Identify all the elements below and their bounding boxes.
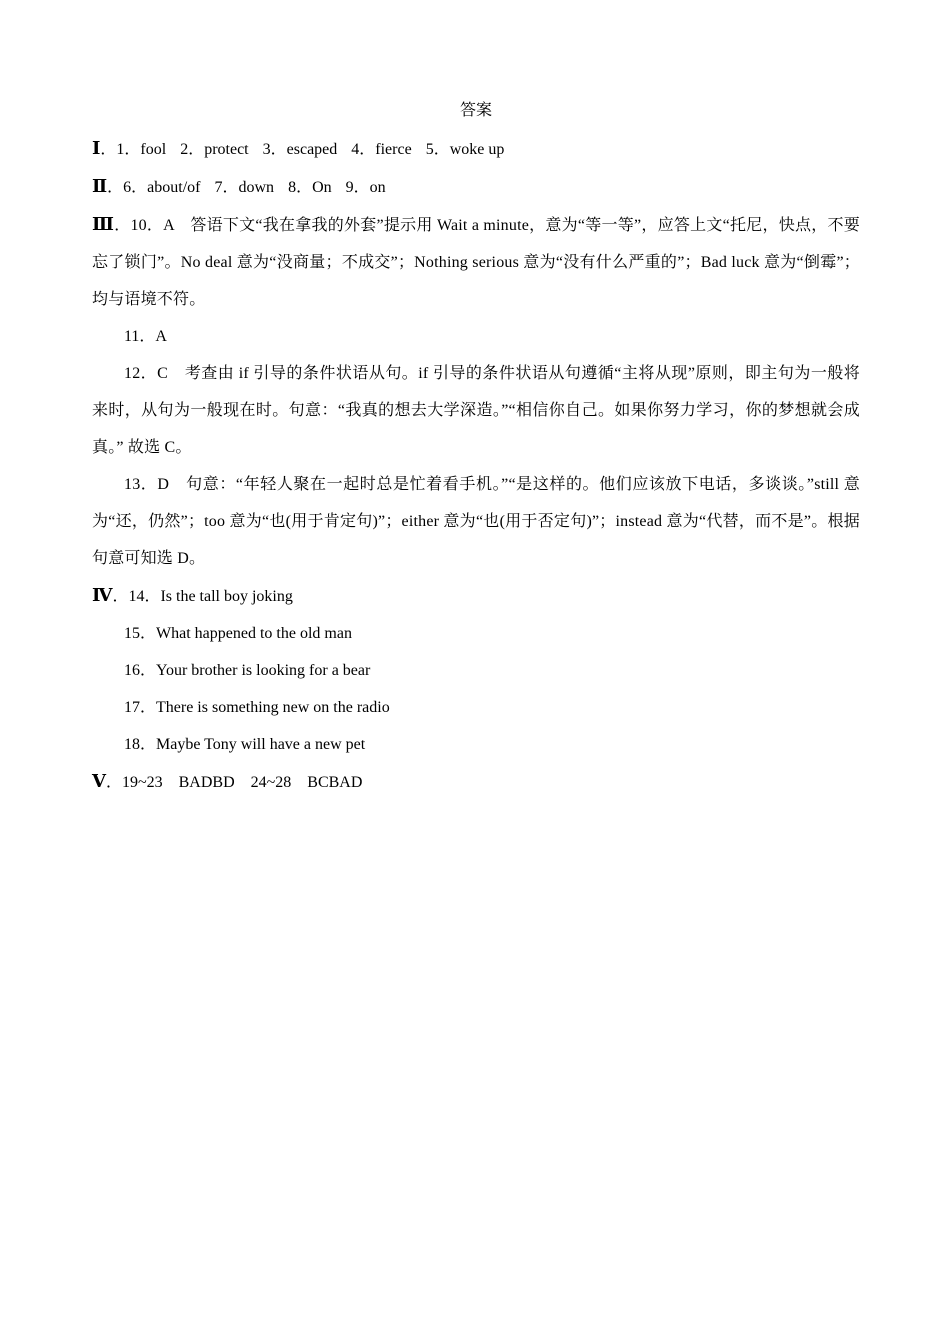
answer-1: ．1．fool [100, 141, 167, 158]
answer-page [92, 96, 860, 801]
answer-16: 16．Your brother is looking for a bear [124, 662, 371, 679]
section-1-numeral: Ⅰ [92, 138, 101, 158]
answer-4: 4．fierce [351, 141, 412, 158]
section-4-numeral: Ⅳ [92, 585, 113, 605]
answer-10-explanation: ．10．A 答语下文“我在拿我的外套”提示用 Wait a minute，意为“等一等”，应答上文“托尼，快点，不要忘了锁门”。No deal 意为“没商量；不成交”；Nothing serious 意为“没有什么严重的”；Bad luck 意为“倒霉”；均与语境不符。 [92, 217, 860, 308]
answer-18: 18．Maybe Tony will have a new pet [124, 736, 366, 753]
answer-6: ．6．about/of [107, 179, 201, 196]
answer-14: ．14．Is the tall boy joking [112, 588, 293, 605]
answer-7: 7．down [214, 179, 275, 196]
section-2 [92, 168, 860, 206]
answer-5: 5．woke up [425, 141, 505, 158]
section-2-numeral: Ⅱ [92, 176, 108, 196]
section-1 [92, 130, 860, 168]
page-title: 答案 [459, 102, 492, 119]
answer-13-explanation: 13．D 句意：“年轻人聚在一起时总是忙着看手机。”“是这样的。他们应该放下电话，多谈谈。”still 意为“还，仍然”；too 意为“也(用于肯定句)”；either 意为“也(用于否定句)”；instead 意为“代替，而不是”。根据句意可知选 D。 [92, 476, 860, 567]
section-5 [92, 763, 860, 801]
section-4 [92, 577, 860, 615]
answer-17: 17．There is something new on the radio [124, 699, 390, 716]
answer-8: 8．On [288, 179, 332, 196]
answer-12-explanation: 12．C 考查由 if 引导的条件状语从句。if 引导的条件状语从句遵循“主将从现”原则，即主句为一般将来时，从句为一般现在时。句意：“我真的想去大学深造。”“相信你自己。如果你努力学习，你的梦想就会成真。” 故选 C。 [92, 365, 860, 456]
answers-19-28: ．19~23 BADBD 24~28 BCBAD [105, 774, 363, 791]
answer-11: 11．A [124, 328, 167, 345]
section-3-q10 [92, 206, 860, 318]
answer-15: 15．What happened to the old man [124, 625, 352, 642]
section-5-numeral: Ⅴ [92, 771, 106, 791]
section-3-numeral: Ⅲ [92, 214, 115, 234]
answer-2: 2．protect [180, 141, 249, 158]
answer-9: 9．on [345, 179, 386, 196]
answer-3: 3．escaped [262, 141, 338, 158]
